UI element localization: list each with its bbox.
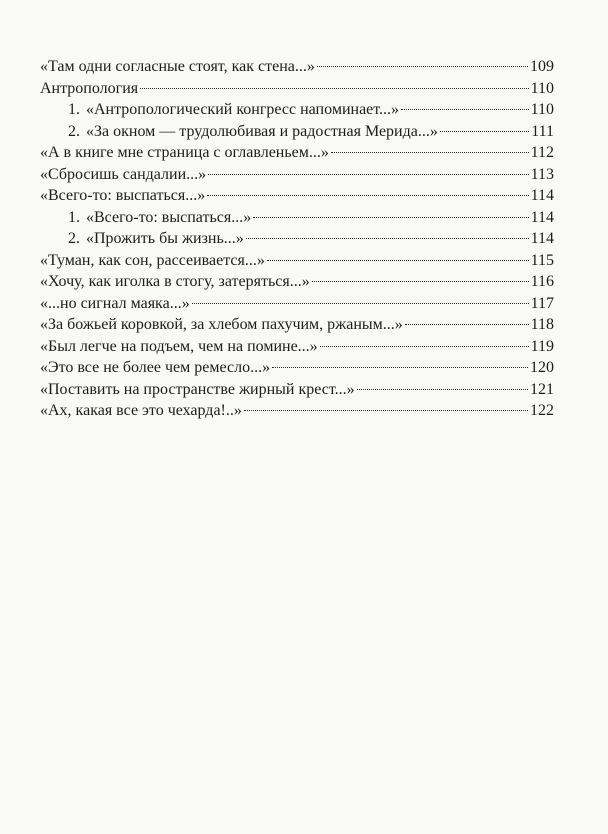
toc-entry — [40, 314, 554, 336]
dot-leader — [207, 195, 528, 196]
toc-entry — [40, 357, 554, 379]
dot-leader — [320, 346, 529, 347]
toc-entry-page: 121 — [530, 380, 554, 398]
toc-entry-title: «Прожить бы жизнь...» — [86, 230, 244, 247]
toc-entry-page: 114 — [530, 187, 554, 204]
toc-entry — [40, 142, 554, 164]
toc-entry-title: «Там одни согласные стоят, как стена...» — [40, 58, 315, 75]
toc-entry-page: 112 — [530, 144, 554, 161]
toc-entry — [40, 336, 554, 358]
toc-entry-title: «Туман, как сон, рассеивается...» — [40, 251, 265, 269]
toc-entry — [40, 164, 554, 186]
dot-leader — [312, 281, 529, 282]
toc-entry-page: 119 — [530, 337, 554, 355]
toc-entry — [40, 293, 554, 315]
dot-leader — [440, 131, 529, 132]
toc-entry — [40, 185, 554, 207]
toc-entry — [40, 99, 554, 121]
dot-leader — [331, 152, 529, 153]
dot-leader — [317, 66, 528, 67]
toc-entry-title: «Был легче на подъем, чем на помине...» — [40, 337, 318, 355]
toc-entry-number: 2. — [68, 122, 80, 140]
toc-entry-page: 114 — [530, 208, 554, 226]
dot-leader — [246, 238, 529, 239]
toc-entry-title: «А в книге мне страница с оглавленьем...» — [40, 144, 329, 161]
table-of-contents — [40, 56, 554, 422]
toc-entry-page: 122 — [530, 402, 554, 419]
toc-entry-page: 120 — [530, 359, 554, 376]
toc-entry-page: 110 — [530, 79, 554, 97]
toc-entry-page: 111 — [531, 122, 554, 140]
toc-entry — [40, 400, 554, 422]
toc-entry-title: «Всего-то: выспаться...» — [40, 187, 206, 204]
dot-leader — [267, 260, 529, 261]
toc-entry-title: «Поставить на пространстве жирный крест...» — [40, 380, 355, 398]
toc-entry-page: 110 — [530, 101, 554, 118]
toc-entry-title: «За окном — трудолюбивая и радостная Мерида...» — [86, 122, 438, 140]
dot-leader — [405, 324, 529, 325]
dot-leader — [357, 389, 528, 390]
toc-entry — [40, 56, 554, 78]
dot-leader — [253, 217, 528, 218]
toc-entry-title: «Антропологический конгресс напоминает...» — [86, 101, 400, 118]
toc-entry-title: «За божьей коровкой, за хлебом пахучим, ржаным...» — [40, 316, 403, 333]
toc-entry — [40, 379, 554, 401]
toc-entry-title: Антропология — [40, 79, 139, 97]
toc-entry-title: «Это все не более чем ремесло...» — [40, 359, 271, 376]
toc-entry-title: «Хочу, как иголка в стогу, затеряться...» — [40, 273, 310, 290]
dot-leader — [140, 88, 528, 89]
toc-entry — [40, 271, 554, 293]
toc-entry-page: 113 — [530, 165, 554, 183]
toc-entry-page: 114 — [530, 230, 554, 247]
toc-entry — [40, 121, 554, 143]
dot-leader — [272, 367, 528, 368]
toc-entry — [40, 250, 554, 272]
toc-entry-page: 116 — [530, 273, 554, 290]
toc-entry-number: 2. — [68, 230, 80, 247]
toc-entry-page: 115 — [530, 251, 554, 269]
dot-leader — [401, 109, 529, 110]
toc-entry — [40, 228, 554, 250]
toc-entry-page: 117 — [530, 294, 554, 312]
toc-entry-page: 118 — [530, 316, 554, 333]
toc-entry-page: 109 — [530, 58, 554, 75]
dot-leader — [208, 174, 528, 175]
toc-entry-number: 1. — [68, 208, 80, 226]
toc-entry — [40, 207, 554, 229]
toc-entry-title: «...но сигнал маяка...» — [40, 294, 190, 312]
toc-entry-title: «Всего-то: выспаться...» — [86, 208, 252, 226]
toc-entry-title: «Сбросишь сандалии...» — [40, 165, 207, 183]
dot-leader — [192, 303, 529, 304]
toc-entry — [40, 78, 554, 100]
toc-entry-title: «Ах, какая все это чехарда!..» — [40, 402, 242, 419]
toc-entry-number: 1. — [68, 101, 80, 118]
dot-leader — [244, 410, 528, 411]
